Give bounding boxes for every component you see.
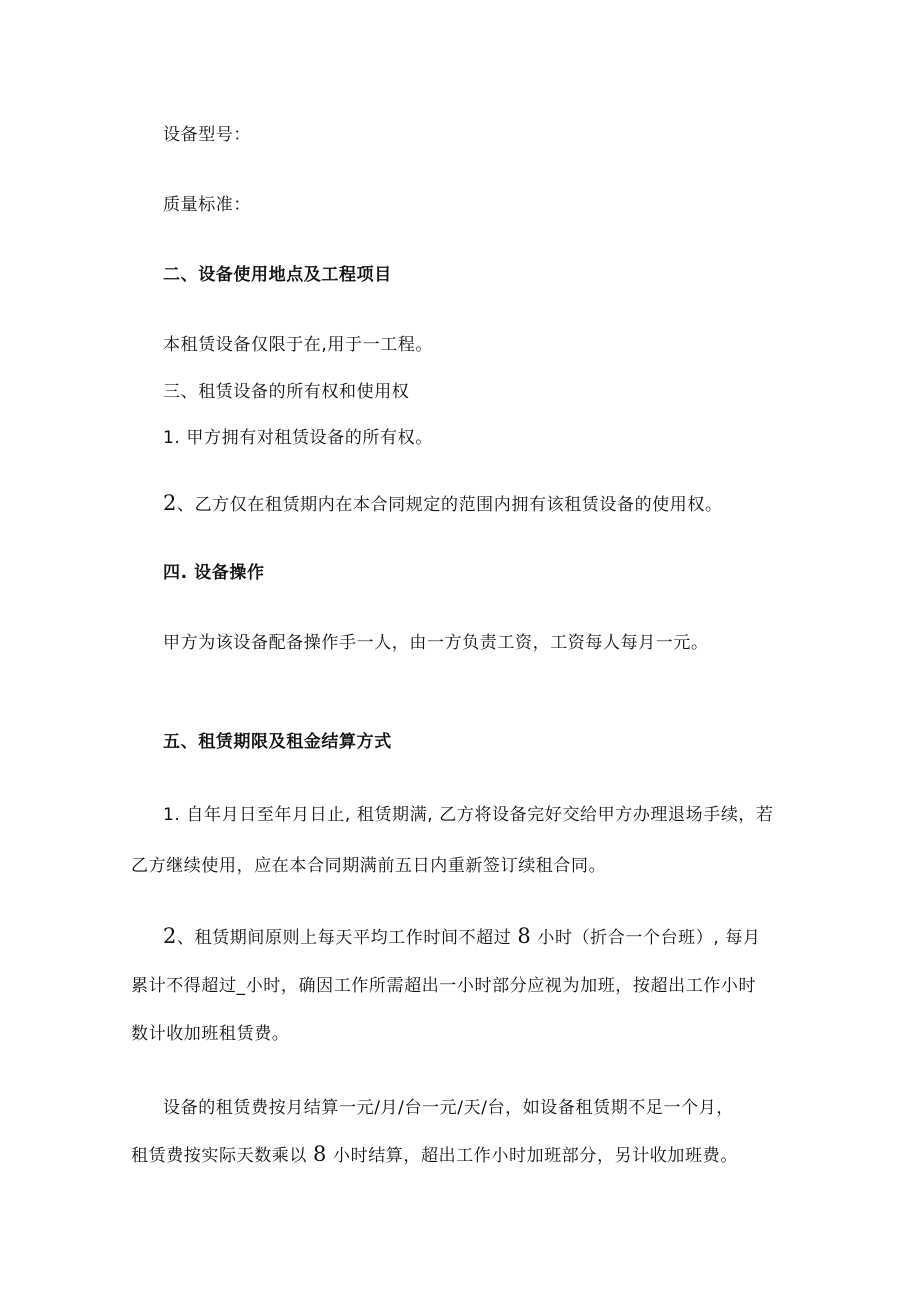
hours-value: 8 [517,924,532,948]
section-3-item-2 [163,492,723,516]
section-2-body: 本租赁设备仅限于在,用于一工程。 [163,335,434,355]
section-5-heading: 五、租赁期限及租金结算方式 [163,732,392,752]
section-3-heading: 三、租赁设备的所有权和使用权 [163,382,410,402]
section-5-item-1-line-2: 乙方继续使用，应在本合同期满前五日内重新签订续租合同。 [131,856,607,876]
fee-text: 小时结算，超出工作小时加班部分，另计收加班费。 [333,1146,738,1166]
section-4-body: 甲方为该设备配备操作手一人，由一方负责工资，工资每人每月一元。 [163,633,709,653]
item-text: 、乙方仅在租赁期内在本合同规定的范围内拥有该租赁设备的使用权。 [176,495,723,515]
section-2-heading: 二、设备使用地点及工程项目 [163,265,392,285]
section-5-item-2-line-3: 数计收加班租赁费。 [131,1024,290,1044]
section-3-item-1: 1. 甲方拥有对租赁设备的所有权。 [163,428,433,448]
section-5-item-2-line-1 [163,925,761,949]
item-number: 2 [163,924,177,948]
fee-line-2 [131,1143,738,1167]
item-number: 2 [163,491,177,515]
item-text: 、租赁期间原则上每天平均工作时间不超过 [176,928,512,948]
fee-line-1: 设备的租赁费按月结算一元/月/台一元/天/台，如设备租赁期不足一个月， [163,1098,734,1118]
section-5-item-1-line-1: 1. 自年月日至年月日止, 租赁期满, 乙方将设备完好交给甲方办理退场手续，若 [163,805,774,825]
section-4-heading: 四. 设备操作 [163,563,265,583]
item-text: 小时（折合一个台班）, 每月 [537,928,761,948]
hours-value: 8 [313,1142,327,1166]
device-model-label: 设备型号： [163,125,251,145]
quality-standard-label: 质量标准： [163,195,251,215]
fee-text: 租赁费按实际天数乘以 [131,1146,307,1166]
section-5-item-2-line-2: 累计不得超过_小时，确因工作所需超出一小时部分应视为加班，按超出工作小时 [131,976,757,996]
